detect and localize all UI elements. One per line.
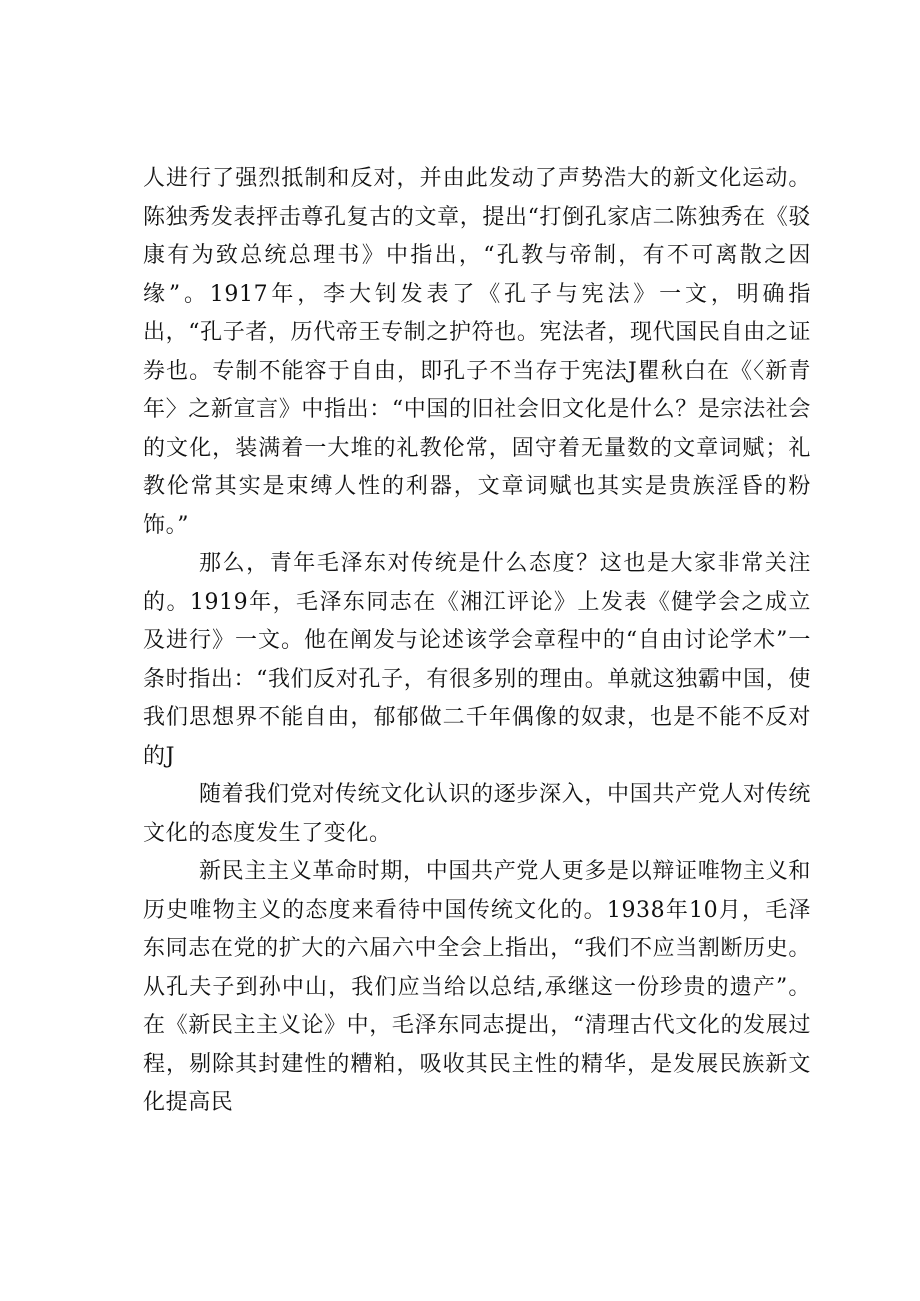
body-text [143, 160, 811, 1123]
paragraph-1: 人进行了强烈抵制和反对，并由此发动了声势浩大的新文化运动。陈独秀发表抨击尊孔复古的文章，提出“打倒孔家店二陈独秀在《驳康有为致总统总理书》中指出，“孔教与帝制，有不可离散之因缘”。1917年，李大钊发表了《孔子与宪法》一文，明确指出，“孔子者，历代帝王专制之护符也。宪法者，现代国民自由之证券也。专制不能容于自由，即孔子不当存于宪法J瞿秋白在《〈新青年〉之新宣言》中指出：“中国的旧社会旧文化是什么？是宗法社会的文化，装满着一大堆的礼教伦常，固守着无量数的文章词赋；礼教伦常其实是束缚人性的利器，文章词赋也其实是贵族淫昏的粉饰。” [143, 166, 811, 538]
paragraph-4: 新民主主义革命时期，中国共产党人更多是以辩证唯物主义和历史唯物主义的态度来看待中国传统文化的。1938年10月，毛泽东同志在党的扩大的六届六中全会上指出，“我们不应当割断历史。从孔夫子到孙中山，我们应当给以总结,承继这一份珍贵的遗产”。在《新民主主义论》中，毛泽东同志提出，“清理古代文化的发展过程，剔除其封建性的糟粕，吸收其民主性的精华，是发展民族新文化提高民 [143, 859, 811, 1115]
paragraph-2: 那么，青年毛泽东对传统是什么态度？这也是大家非常关注的。1919年，毛泽东同志在《湘江评论》上发表《健学会之成立及进行》一文。他在阐发与论述该学会章程中的“自由讨论学术”一条时指出：“我们反对孔子，有很多别的理由。单就这独霸中国，使我们思想界不能自由，郁郁做二千年偶像的奴隶，也是不能不反对的J [143, 551, 811, 769]
paragraph-3: 随着我们党对传统文化认识的逐步深入，中国共产党人对传统文化的态度发生了变化。 [143, 782, 811, 846]
